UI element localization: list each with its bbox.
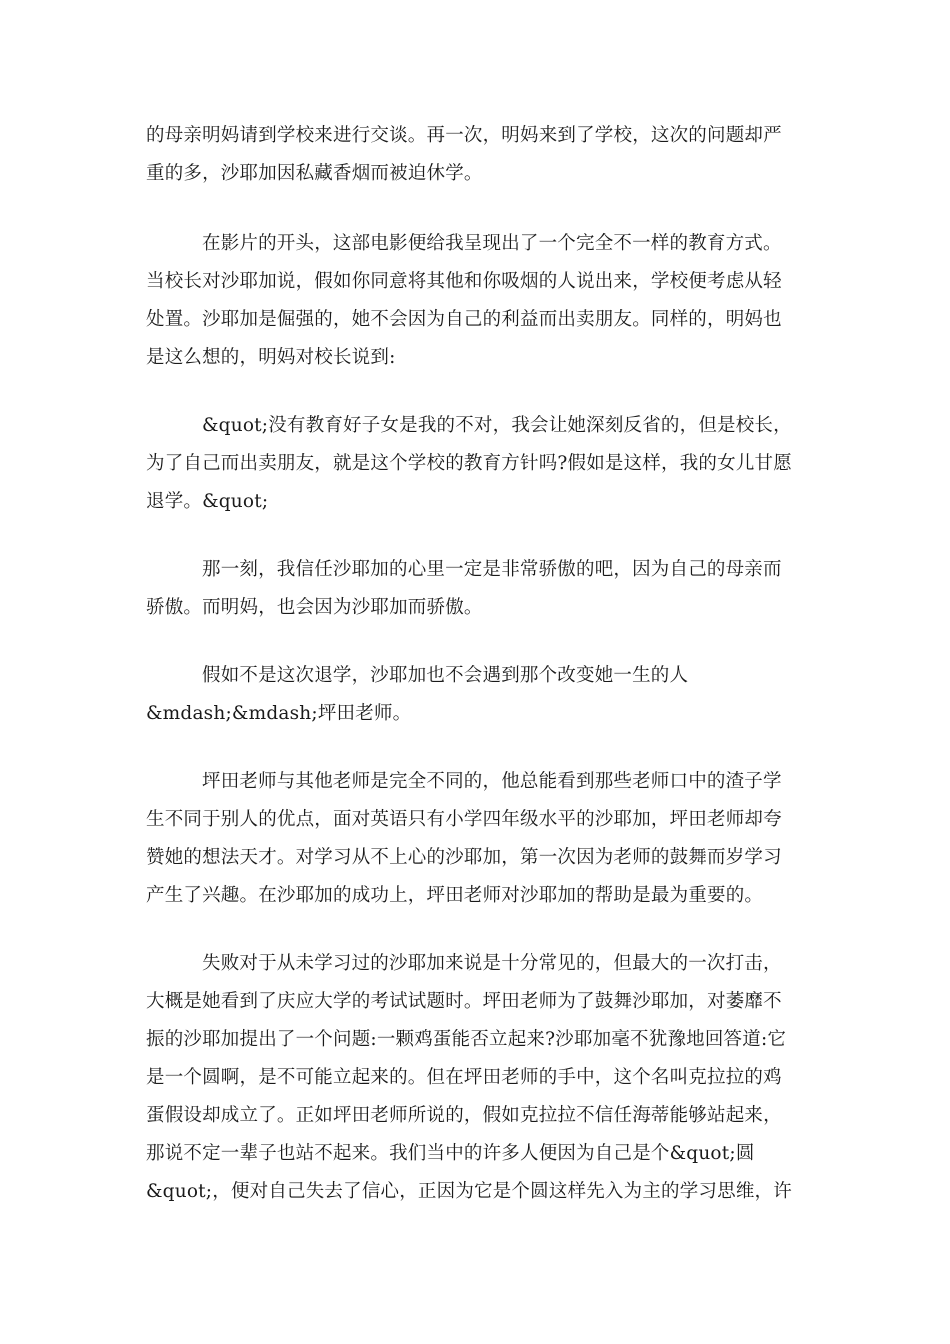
paragraph-line: 退学。&quot; bbox=[146, 491, 269, 512]
paragraph-line: 那一刻，我信任沙耶加的心里一定是非常骄傲的吧，因为自己的母亲而 bbox=[202, 559, 782, 580]
paragraph-line: 重的多，沙耶加因私藏香烟而被迫休学。 bbox=[146, 163, 483, 184]
paragraph-line: 坪田老师与其他老师是完全不同的，他总能看到那些老师口中的渣子学 bbox=[202, 771, 782, 792]
paragraph-line: 假如不是这次退学，沙耶加也不会遇到那个改变她一生的人 bbox=[202, 665, 689, 686]
paragraph-line: 赞她的想法天才。对学习从不上心的沙耶加，第一次因为老师的鼓舞而岁学习 bbox=[146, 847, 782, 868]
paragraph-line: 当校长对沙耶加说，假如你同意将其他和你吸烟的人说出来，学校便考虑从轻 bbox=[146, 271, 782, 292]
paragraph-line: &mdash;&mdash;坪田老师。 bbox=[146, 703, 412, 724]
paragraph-line: 为了自己而出卖朋友，就是这个学校的教育方针吗?假如是这样，我的女儿甘愿 bbox=[146, 453, 792, 474]
paragraph-line: 产生了兴趣。在沙耶加的成功上，坪田老师对沙耶加的帮助是最为重要的。 bbox=[146, 885, 764, 906]
paragraph-line: 是一个圆啊，是不可能立起来的。但在坪田老师的手中，这个名叫克拉拉的鸡 bbox=[146, 1067, 782, 1088]
paragraph-line: 振的沙耶加提出了一个问题:一颗鸡蛋能否立起来?沙耶加毫不犹豫地回答道:它 bbox=[146, 1029, 787, 1050]
paragraph-line: 处置。沙耶加是倔强的，她不会因为自己的利益而出卖朋友。同样的，明妈也 bbox=[146, 309, 782, 330]
paragraph-line: &quot;，便对自己失去了信心，正因为它是个圆这样先入为主的学习思维，许 bbox=[146, 1181, 792, 1202]
paragraph-line: 是这么想的，明妈对校长说到: bbox=[146, 347, 396, 368]
paragraph-line: 那说不定一辈子也站不起来。我们当中的许多人便因为自己是个&quot;圆 bbox=[146, 1143, 755, 1164]
paragraph-line: 大概是她看到了庆应大学的考试试题时。坪田老师为了鼓舞沙耶加，对萎靡不 bbox=[146, 991, 782, 1012]
paragraph-line: 在影片的开头，这部电影便给我呈现出了一个完全不一样的教育方式。 bbox=[202, 233, 782, 254]
paragraph-line: 的母亲明妈请到学校来进行交谈。再一次，明妈来到了学校，这次的问题却严 bbox=[146, 125, 782, 146]
paragraph-line: 生不同于别人的优点，面对英语只有小学四年级水平的沙耶加，坪田老师却夸 bbox=[146, 809, 782, 830]
paragraph-line: 蛋假设却成立了。正如坪田老师所说的，假如克拉拉不信任海蒂能够站起来， bbox=[146, 1105, 782, 1126]
paragraph-line: 失败对于从未学习过的沙耶加来说是十分常见的，但最大的一次打击， bbox=[202, 953, 782, 974]
paragraph-line: 骄傲。而明妈，也会因为沙耶加而骄傲。 bbox=[146, 597, 483, 618]
paragraph-line: &quot;没有教育好子女是我的不对，我会让她深刻反省的，但是校长， bbox=[202, 415, 792, 436]
